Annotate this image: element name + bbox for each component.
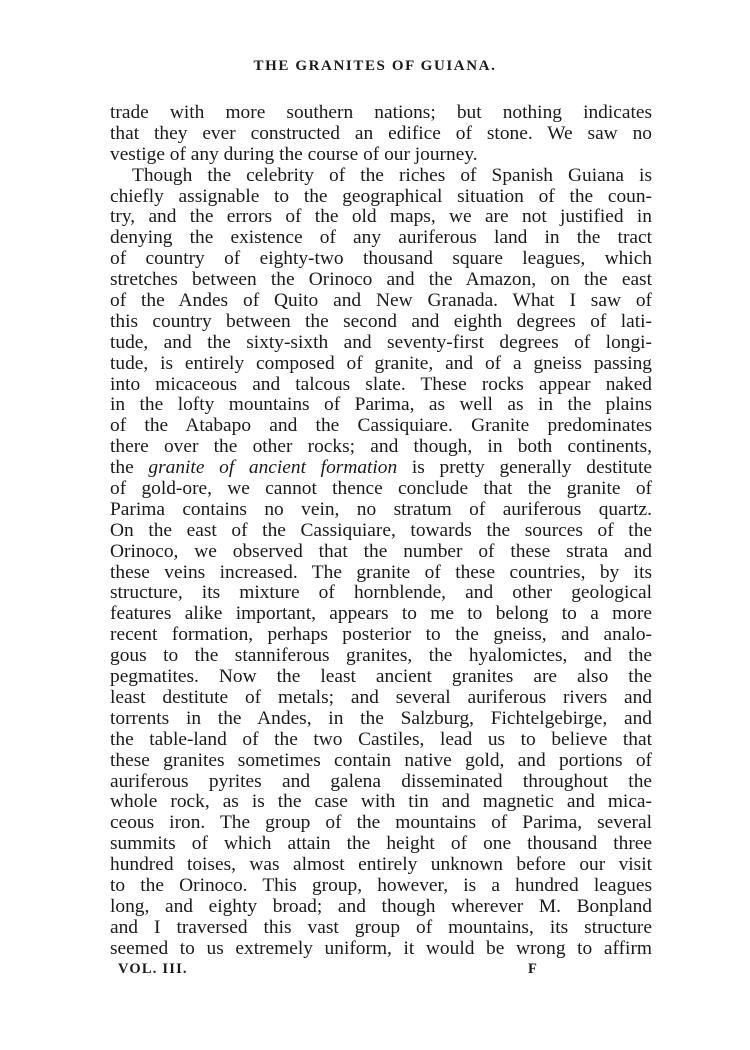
text-line: long, and eighty broad; and though wherever M. Bonpland: [110, 895, 652, 917]
text-line: gous to the stanniferous granites, the hyalomictes, and the: [110, 645, 652, 667]
text-line: the granite of ancient formation is pretty generally destitute: [110, 457, 652, 479]
text-line: Parima contains no vein, no stratum of auriferous quartz.: [110, 498, 652, 520]
text-line: torrents in the Andes, in the Salzburg, Fichtelgebirge, and: [110, 707, 652, 729]
text-line: there over the other rocks; and though, in both continents,: [110, 436, 652, 458]
text-line: recent formation, perhaps posterior to the gneiss, and analo-: [110, 624, 652, 646]
text-line: the table-land of the two Castiles, lead us to believe that: [110, 728, 652, 750]
text-line: On the east of the Cassiquiare, towards the sources of the: [110, 519, 652, 541]
text-line: seemed to us extremely uniform, it would be wrong to affirm: [110, 937, 652, 959]
text-line: in the lofty mountains of Parima, as well as in the plains: [110, 394, 652, 416]
text-line: these veins increased. The granite of these countries, by its: [110, 561, 652, 583]
text-line: of country of eighty-two thousand square leagues, which: [110, 248, 652, 270]
text-line: that they ever constructed an edifice of stone. We saw no: [110, 122, 652, 144]
text-line: of the Atabapo and the Cassiquiare. Granite predominates: [110, 415, 652, 437]
text-line: Orinoco, we observed that the number of these strata and: [110, 540, 652, 562]
text-line: denying the existence of any auriferous land in the tract: [110, 227, 652, 249]
text-line: pegmatites. Now the least ancient granites are also the: [110, 666, 652, 688]
text-line: and I traversed this vast group of mountains, its structure: [110, 916, 652, 938]
running-title: THE GRANITES OF GUIANA.: [253, 58, 497, 74]
text-line: of the Andes of Quito and New Granada. What I saw of: [110, 290, 652, 312]
text-line: into micaceous and talcous slate. These rocks appear naked: [110, 373, 652, 395]
text-line: ceous iron. The group of the mountains of Parima, several: [110, 812, 652, 834]
text-line: stretches between the Orinoco and the Amazon, on the east: [110, 269, 652, 291]
text-line: of gold-ore, we cannot thence conclude that the granite of: [110, 478, 652, 500]
text-line: tude, and the sixty-sixth and seventy-first degrees of longi-: [110, 331, 652, 353]
text-line: tude, is entirely composed of granite, and of a gneiss passing: [110, 352, 652, 374]
text-line: auriferous pyrites and galena disseminated throughout the: [110, 770, 652, 792]
text-line: to the Orinoco. This group, however, is a hundred leagues: [110, 874, 652, 896]
text-line: chiefly assignable to the geographical situation of the coun-: [110, 185, 652, 207]
text-line: trade with more southern nations; but nothing indicates: [110, 102, 652, 123]
text-line: structure, its mixture of hornblende, and other geological: [110, 582, 652, 604]
text-line: these granites sometimes contain native gold, and portions of: [110, 749, 652, 771]
text-line: hundred toises, was almost entirely unknown before our visit: [110, 854, 652, 876]
signature-mark: F: [528, 961, 539, 977]
text-line: least destitute of metals; and several auriferous rivers and: [110, 686, 652, 708]
text-line: vestige of any during the course of our journey.: [110, 143, 478, 165]
text-line: Though the celebrity of the riches of Spanish Guiana is: [132, 164, 652, 186]
text-line: try, and the errors of the old maps, we are not justified in: [110, 206, 652, 228]
italic-phrase: granite of ancient formation: [148, 457, 398, 479]
text-line: summits of which attain the height of one thousand three: [110, 833, 652, 855]
text-line: whole rock, as is the case with tin and magnetic and mica-: [110, 791, 652, 813]
body-text: [110, 103, 652, 960]
text-line: features alike important, appears to me to belong to a more: [110, 603, 652, 625]
volume-number: VOL. III.: [118, 961, 188, 977]
text-line: this country between the second and eighth degrees of lati-: [110, 310, 652, 332]
